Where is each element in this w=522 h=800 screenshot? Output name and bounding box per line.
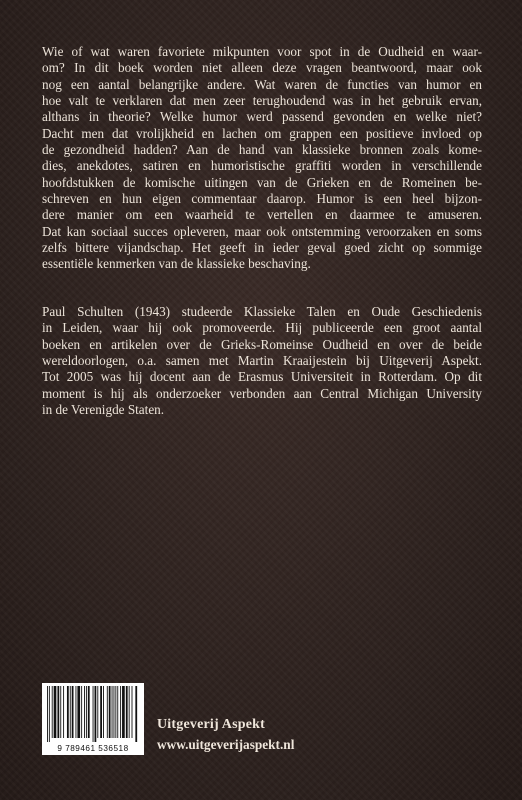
author-bio [42,304,482,418]
barcode-bar [129,686,130,738]
author-bio-line: Tot 2005 was hij docent aan de Erasmus Universiteit in Rotterdam. Op dit [42,369,482,385]
barcode-bar [67,686,69,738]
blurb-line: althans in theorie? Welke humor werd passend gevonden en welke niet? [42,109,482,125]
blurb-line: om? In dit boek worden niet alleen deze vragen beantwoord, maar ook [42,60,482,76]
barcode-bar [76,686,77,738]
barcode-bar [132,686,133,738]
author-bio-line: in Leiden, waar hij ook promoveerde. Hij publiceerde een groot aantal [42,320,482,336]
author-bio-line: boeken en artikelen over de Grieks-Romeinse Oudheid en over de beide [42,336,482,352]
barcode-bar [70,686,71,738]
barcode-bar [57,686,59,738]
barcode-bar [84,686,85,738]
barcode-bar [120,686,121,738]
barcode-bar [97,686,98,738]
barcode-bar [107,686,108,738]
barcode-bar [93,686,94,742]
barcode-bar [135,686,137,742]
author-bio-line: Paul Schulten (1943) studeerde Klassieke Talen en Oude Geschiedenis [42,304,482,319]
barcode-bar [77,686,80,738]
blurb-line: de gezondheid hadden? Aan de hand van klassieke bronnen zoals kome- [42,142,482,158]
barcode-bar [88,686,90,738]
publisher-name: Uitgeverij Aspekt [157,717,265,732]
barcode-bar [60,686,61,738]
barcode-bar [63,686,64,738]
barcode-bar [49,686,50,742]
barcode-bar [95,686,97,742]
blurb-line: essentiële kenmerken van de klassieke beschaving. [42,256,311,272]
author-bio-line: in de Verenigde Staten. [42,402,165,418]
barcode-bars [46,686,140,742]
blurb-line: schreven en hun eigen commentaar daarop. Humor is een heel bijzon- [42,191,482,207]
blurb-line: dies, anekdotes, satiren en humoristische graffiti worden in verschillende [42,158,482,174]
isbn-barcode [42,683,144,755]
barcode-bar [72,686,74,738]
barcode-bar [115,686,116,738]
barcode-bar [52,686,53,738]
author-bio-line: moment is hij als onderzoeker verbonden aan Central Michigan University [42,385,482,401]
blurb-line: dere manier om een waarheid te vertellen en daarmee te amuseren. [42,207,482,223]
blurb-line: hoofdstukken de komische uitingen van de Grieken en de Romeinen be- [42,174,482,190]
barcode-bar [47,686,48,742]
blurb-line: nog een aantal belangrijke andere. Wat waren de functies van humor en [42,76,482,92]
book-blurb [42,44,482,273]
author-bio-line: wereldoorlogen, o.a. samen met Martin Kraaijestein bij Uitgeverij Aspekt. [42,353,482,369]
barcode-bar [114,686,115,738]
blurb-line: zelfs bittere vijandschap. Het geeft in ieder geval goed zicht op sommige [42,240,482,256]
barcode-bar [126,686,128,738]
isbn-number: 9 789461 536518 [57,744,129,753]
barcode-bar [103,686,104,738]
barcode-bar [112,686,113,738]
barcode-bar [54,686,57,738]
barcode-bar [109,686,111,738]
barcode-bar [122,686,125,738]
publisher-url: www.uitgeverijaspekt.nl [157,737,295,752]
blurb-line: Wie of wat waren favoriete mikpunten voor spot in de Oudheid en waar- [42,44,482,59]
blurb-line: Dacht men dat vrolijkheid en lachen om grappen een positieve invloed op [42,125,482,141]
barcode-bar [81,686,82,738]
blurb-line: Dat kan sociaal succes opleveren, maar ook ontstemming veroorzaken en soms [42,223,482,239]
publisher-info [157,715,294,755]
blurb-line: hoe valt te verklaren dat men zeer terughoudend was in het gebruik ervan, [42,93,482,109]
barcode-bar [86,686,87,738]
barcode-bar [117,686,118,738]
barcode-bar [100,686,102,738]
